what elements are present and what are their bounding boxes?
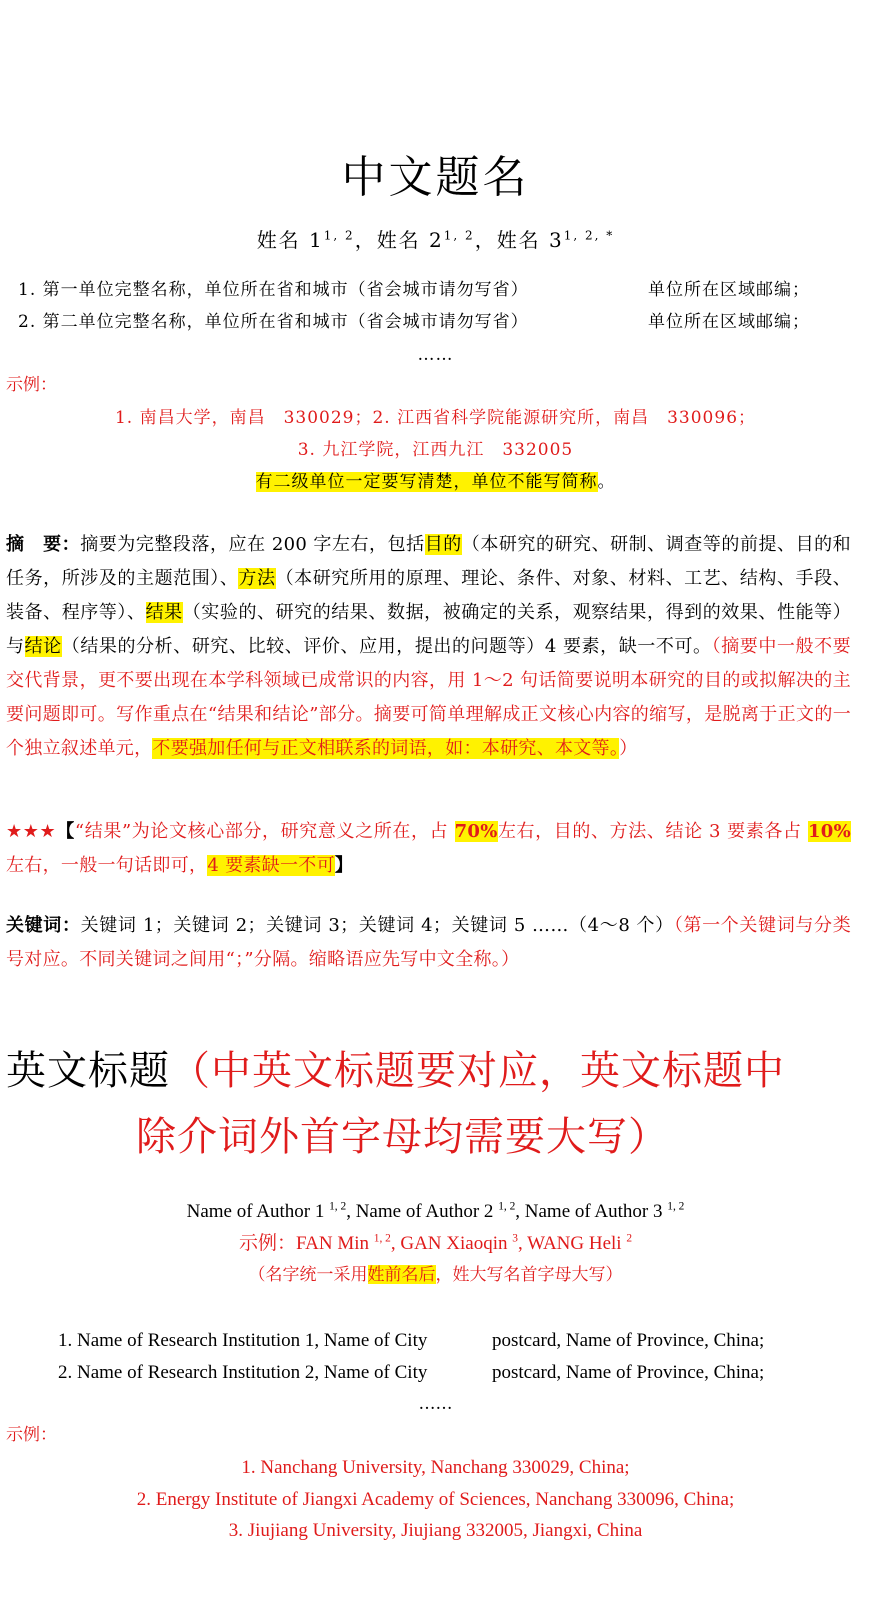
ellipsis: …… xyxy=(418,1394,453,1414)
author-affiliation-sup: 1, 2 xyxy=(667,1200,685,1213)
keyword-highlight-purpose: 目的 xyxy=(424,534,462,555)
author-affiliation-sup: 1, 2 xyxy=(498,1200,516,1213)
name-format-note xyxy=(0,1260,871,1290)
english-affiliation-postcard: postcard, Name of Province, China; xyxy=(492,1330,765,1351)
highlighted-note: 有二级单位一定要写清楚，单位不能写简称 xyxy=(255,472,598,492)
english-author-example: 示例：FAN Min $^{1, 2}$, GAN Xiaoqin $^3$, WANG Heli $^2$ xyxy=(238,1232,633,1254)
keywords-label: 关键词 xyxy=(6,915,62,936)
english-example-affiliation: 3. Jiujiang University, Jiujiang 332005, Jiangxi, China xyxy=(228,1520,643,1541)
note-end: 。 xyxy=(597,472,616,492)
author-affiliation-sup: 1, 2 xyxy=(323,228,355,243)
author-separator: ， xyxy=(474,228,497,252)
example-label: 示例： xyxy=(6,1425,57,1445)
example-label: 示例： xyxy=(238,1233,296,1254)
affiliation-note xyxy=(0,466,871,498)
example-label: 示例： xyxy=(6,375,57,395)
abstract-text: （结果的分析、研究、比较、评价、应用，提出的问题等）4 要素，缺一不可。 xyxy=(61,636,712,657)
english-affiliation-line: 2. Name of Research Institution 2, Name of City xyxy=(58,1362,428,1383)
abstract-text: （本研究所用的原理、理论、条件、对象、材料、工艺、结构、手段、装备、程序等）、 xyxy=(6,568,851,623)
english-affiliation-line: 1. Name of Research Institution 1, Name of City xyxy=(58,1330,428,1351)
abstract-text: （本研究的研究、研制、调查等的前提、目的和任务，所涉及的主题范围）、 xyxy=(6,534,851,589)
affiliation-text: 2. 第二单位完整名称，单位所在省和城市（省会城市请勿写省） xyxy=(18,312,529,332)
affiliation-postcode: 单位所在区域邮编； xyxy=(648,280,810,300)
author-name: 姓名 1 xyxy=(256,228,324,252)
chinese-author-list xyxy=(0,226,871,254)
author-affiliation-sup: 1, 2 xyxy=(329,1200,347,1213)
note-highlight: 4 要素缺一不可 xyxy=(207,855,335,876)
affiliation-postcode: 单位所在区域邮编； xyxy=(648,312,810,332)
bracket-open: 【 xyxy=(56,821,75,842)
note-text: 左右，目的、方法、结论 3 要素各占 xyxy=(497,821,808,842)
english-title-note-line2: 除介词外首字母均需要大写） xyxy=(136,1114,669,1160)
author-name: Name of Author 3 xyxy=(524,1201,663,1222)
percent-highlight: 10% xyxy=(807,821,851,842)
abstract-red-note: （摘要中一般不要交代背景，更不要出现在本学科领域已成常识的内容，用 1～2 句话简要说明本研究的目的或拟解决的主要问题即可。写作重点在“结果和结论”部分。摘要可简单理解成正文核心内容的缩写，是脱离于正文的一个独立叙述单元， xyxy=(6,636,851,759)
abstract-colon: ： xyxy=(61,534,81,555)
result-emphasis-note xyxy=(6,815,851,883)
note-text: “结果”为论文核心部分，研究意义之所在，占 xyxy=(74,821,455,842)
author-affiliation-sup: 1, 2 xyxy=(373,1232,391,1245)
example-affiliation-line: 3. 九江学院，江西九江 332005 xyxy=(297,440,574,460)
author-affiliation-sup: 1, 2, * xyxy=(563,228,615,243)
author-name: FAN Min xyxy=(295,1233,370,1254)
english-title xyxy=(6,1038,864,1170)
english-affiliation-postcard: postcard, Name of Province, China; xyxy=(492,1362,765,1383)
example-affiliation-line: 1. 南昌大学，南昌 330029；2. 江西省科学院能源研究所，南昌 330096； xyxy=(114,408,757,428)
english-author-list: Name of Author 1 $^{1, 2}$, Name of Author 2 $^{1, 2}$, Name of Author 3 $^{1, 2}$ xyxy=(186,1200,685,1222)
author-affiliation-sup: 1, 2 xyxy=(443,228,475,243)
keywords-text: 关键词 1；关键词 2；关键词 3；关键词 4；关键词 5 ……（4～8 个） xyxy=(80,915,674,936)
keyword-highlight-result: 结果 xyxy=(145,602,183,623)
star-icons: ★★★ xyxy=(6,821,57,842)
ellipsis: …… xyxy=(417,345,454,365)
author-affiliation-sup: 2 xyxy=(626,1232,633,1245)
author-name: WANG Heli xyxy=(527,1233,622,1254)
chinese-title: 中文题名 xyxy=(341,152,530,203)
keywords-colon: ： xyxy=(61,915,81,936)
author-name: 姓名 3 xyxy=(496,228,564,252)
keyword-highlight-conclusion: 结论 xyxy=(24,636,62,657)
keywords-red-note: （第一个关键词与分类号对应。不同关键词之间用“；”分隔。缩略语应先写中文全称。） xyxy=(6,915,851,970)
author-affiliation-sup: 3 xyxy=(512,1232,518,1245)
english-example-affiliation: 2. Energy Institute of Jiangxi Academy of Sciences, Nanchang 330096, China; xyxy=(136,1489,735,1510)
english-example-affiliation: 1. Nanchang University, Nanchang 330029, China; xyxy=(241,1457,630,1478)
abstract-red-note-highlight: 不要强加任何与正文相联系的词语，如：本研究、本文等。 xyxy=(152,738,620,759)
abstract-text: （实验的、研究的结果、数据，被确定的关系，观察结果，得到的效果、性能等）与 xyxy=(6,602,852,657)
abstract-intro: 摘要为完整段落，应在 200 字左右，包括 xyxy=(80,534,425,555)
note-text: （名字统一采用 xyxy=(248,1265,368,1284)
abstract-paragraph xyxy=(6,528,851,766)
author-name: 姓名 2 xyxy=(376,228,444,252)
note-highlight: 姓前名后 xyxy=(367,1265,436,1284)
english-title-note: （中英文标题要对应，英文标题中 xyxy=(170,1048,785,1094)
abstract-red-note-end: ） xyxy=(619,738,638,759)
note-text: 左右，一般一句话即可， xyxy=(6,855,208,876)
bracket-close: 】 xyxy=(334,855,354,876)
note-text: ，姓大写名首字母大写） xyxy=(435,1265,623,1284)
author-name: Name of Author 2 xyxy=(355,1201,494,1222)
author-name: Name of Author 1 xyxy=(186,1201,325,1222)
keywords-paragraph xyxy=(6,909,851,977)
author-separator: ， xyxy=(354,228,377,252)
author-name: GAN Xiaoqin xyxy=(400,1233,508,1254)
keyword-highlight-method: 方法 xyxy=(238,568,276,589)
percent-highlight: 70% xyxy=(454,821,498,842)
abstract-label: 摘 要 xyxy=(6,534,62,555)
affiliation-text: 1. 第一单位完整名称，单位所在省和城市（省会城市请勿写省） xyxy=(18,280,529,300)
english-title-placeholder: 英文标题 xyxy=(6,1048,170,1094)
